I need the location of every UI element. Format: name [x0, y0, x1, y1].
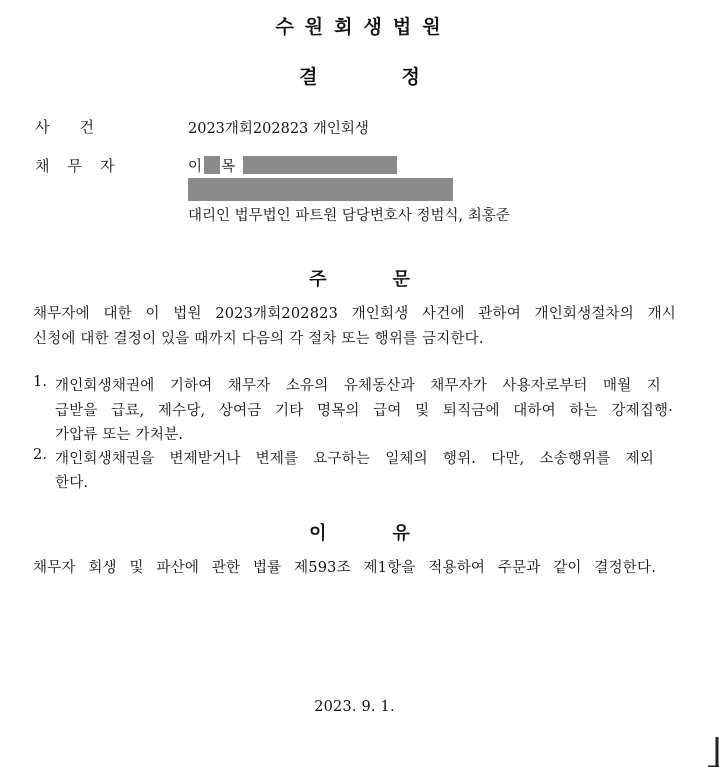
order-heading: 주문	[309, 269, 476, 290]
order-item2-number: 2.	[33, 447, 48, 463]
debtor-label: 채무자	[35, 157, 133, 175]
reason-text: 채무자 회생 및 파산에 관한 법률 제593조 제1항을 적용하여 주문과 같이 결정한다.	[33, 560, 656, 576]
case-value: 2023개회202823 개인회생	[188, 121, 369, 137]
order-item2-line2: 한다.	[55, 475, 89, 491]
order-intro-line2: 신청에 대한 결정이 있을 때까지 다음의 각 절차 또는 행위를 금지한다.	[33, 331, 484, 347]
decision-date: 2023. 9. 1.	[314, 699, 395, 715]
order-item2-line1: 개인회생채권을 변제받거나 변제를 요구하는 일체의 행위. 다만, 소송행위를 제외	[55, 451, 654, 467]
redaction-name-middle	[204, 156, 220, 174]
agent-text: 대리인 법무법인 파트원 담당변호사 정범식, 최홍준	[188, 208, 510, 224]
order-item1-line1: 개인회생채권에 기하여 채무자 소유의 유체동산과 채무자가 사용자로부터 매월 지	[55, 378, 661, 394]
court-name: 수원회생법원	[275, 16, 452, 38]
debtor-name-first: 이	[188, 159, 203, 175]
document-title: 결정	[299, 66, 504, 88]
debtor-name-last: 목	[221, 159, 236, 175]
order-item1-line3: 가압류 또는 가처분.	[55, 427, 184, 443]
redaction-address-line2	[188, 178, 453, 201]
order-item1-number: 1.	[33, 374, 48, 390]
order-item1-line2: 급받을 급료, 제수당, 상여금 기타 명목의 급여 및 퇴직금에 대하여 하는 강제집행·	[55, 403, 673, 419]
case-label: 사건	[35, 118, 124, 136]
redaction-address-line1	[243, 156, 397, 174]
order-intro-line1: 채무자에 대한 이 법원 2023개회202823 개인회생 사건에 관하여 개인회생절차의 개시	[33, 306, 676, 322]
reason-heading: 이유	[309, 523, 476, 544]
page-corner-mark	[708, 737, 719, 767]
